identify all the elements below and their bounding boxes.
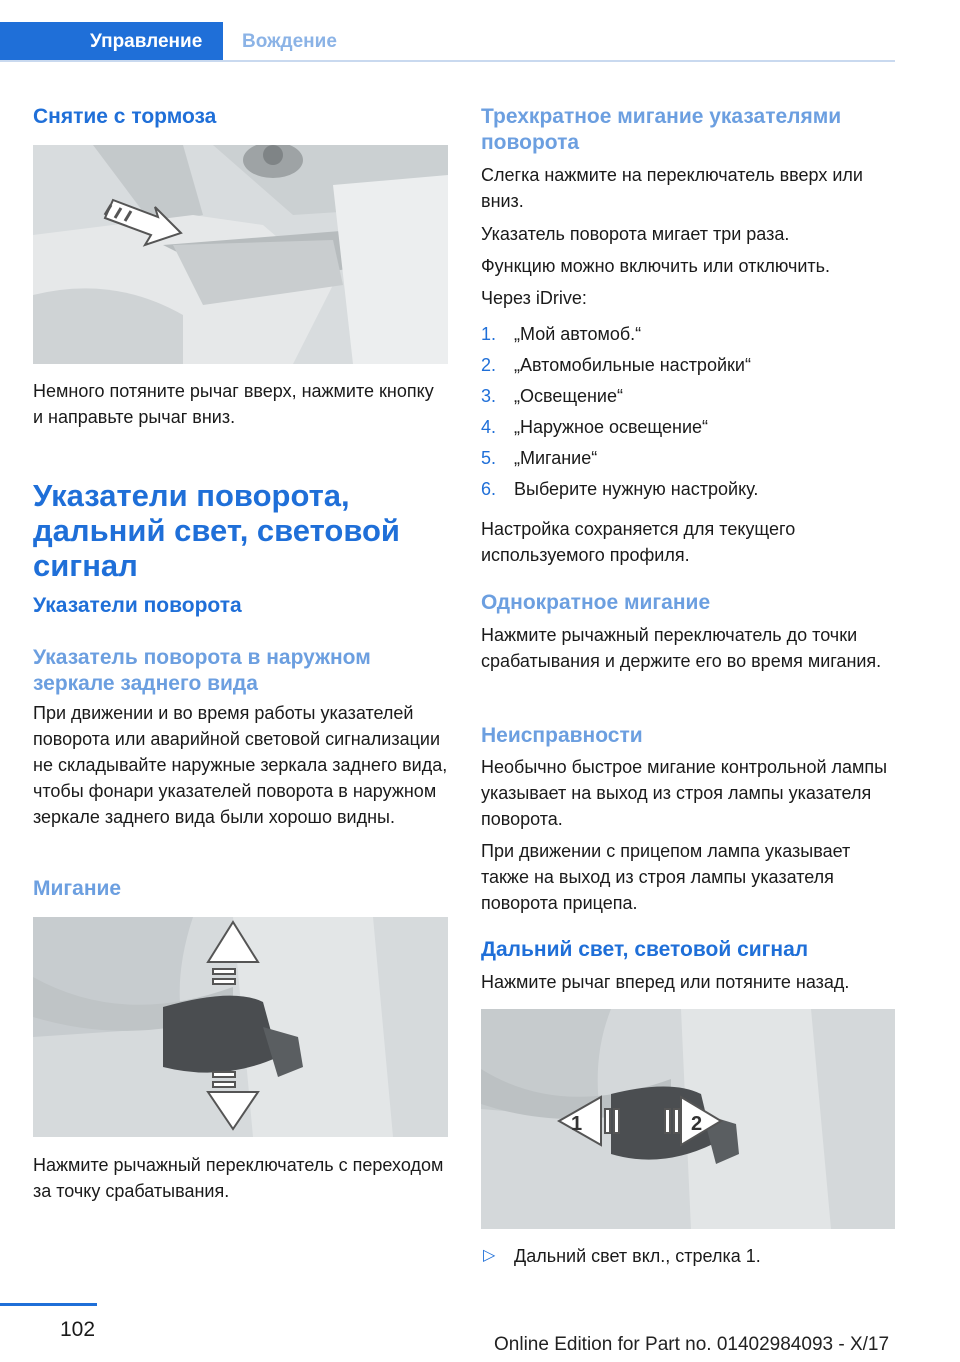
high-beam-text: Нажмите рычаг вперед или потяните назад. — [481, 972, 850, 992]
single-blink-heading: Однократное мигание — [481, 591, 711, 614]
tab-controls[interactable]: Управление — [0, 22, 223, 62]
list-item: 1. „Мой автомоб.“ — [481, 324, 642, 344]
list-item: 5. „Мигание“ — [481, 448, 598, 468]
brake-instruction: Немного потяните рычаг вверх, нажмите кнопку и направьте рычаг вниз. — [33, 381, 434, 427]
idrive-steps — [481, 321, 896, 507]
footer-bar — [0, 1303, 97, 1306]
save-text: Настройка сохраняется для текущего используемого профиля. — [481, 519, 796, 565]
arrow-2-label: 2 — [691, 1113, 703, 1135]
blinking-heading: Мигание — [33, 877, 122, 900]
blinking-text: Нажмите рычажный переключатель с переходом за точку срабатывания. — [33, 1155, 444, 1201]
brake-heading-text: Снятие с тормоза — [33, 105, 217, 128]
faults-p2: При движении с прицепом лампа указывает также на выход из строя лампы указателя поворота прицепа. — [481, 841, 851, 913]
triple-blink-p2: Указатель поворота мигает три раза. — [481, 224, 790, 244]
triple-blink-p4: Через iDrive: — [481, 288, 587, 308]
high-beam-bullet — [481, 1243, 896, 1269]
high-beam-heading: Дальний свет, световой сигнал — [481, 938, 809, 961]
triangle-bullet-icon: ▷ — [483, 1247, 496, 1264]
arrow-1-label: 1 — [571, 1113, 583, 1135]
header-divider — [0, 60, 895, 62]
triple-blink-p1: Слегка нажмите на переключатель вверх или вниз. — [481, 165, 863, 211]
faults-heading: Неисправности — [481, 724, 643, 747]
tab-driving[interactable]: Вождение — [242, 31, 337, 52]
parking-brake-image — [33, 145, 448, 364]
list-item: 3. „Освещение“ — [481, 386, 623, 406]
edition-text: Online Edition for Part no. 01402984093 - X/17 — [494, 1334, 890, 1355]
turn-signals-heading: Указатели поворота — [33, 594, 242, 617]
triple-blink-heading: Трехкратное мигание указателями поворота — [481, 105, 842, 154]
turn-signal-lever-image — [33, 917, 448, 1137]
list-item: 2. „Автомобильные настройки“ — [481, 355, 751, 375]
page-header — [0, 22, 895, 62]
mirror-heading: Указатель поворота в наружном зеркале заднего вида — [33, 646, 371, 695]
mirror-text: При движении и во время работы указателей поворота или аварийной световой сигнализации не складывайте наружные зеркала заднего вида, чтобы фонари указателей поворота в наружном зеркале заднего вида были хорошо видны. — [33, 703, 448, 827]
brake-heading — [33, 104, 448, 130]
page-number: 102 — [60, 1318, 96, 1341]
triple-blink-p3: Функцию можно включить или отключить. — [481, 256, 831, 276]
high-beam-lever-image — [481, 1009, 895, 1229]
bullet-text: Дальний свет вкл., стрелка 1. — [514, 1246, 761, 1266]
list-item: 4. „Наружное освещение“ — [481, 417, 709, 437]
single-blink-text: Нажмите рычажный переключатель до точки срабатывания и держите его во время мигания. — [481, 625, 882, 671]
list-item: 6. Выберите нужную настройку. — [481, 479, 759, 499]
section-title: Указатели поворота, дальний свет, световой сигнал — [33, 478, 400, 583]
faults-p1: Необычно быстрое мигание контрольной лампы указывает на выход из строя лампы указателя поворота. — [481, 757, 888, 829]
